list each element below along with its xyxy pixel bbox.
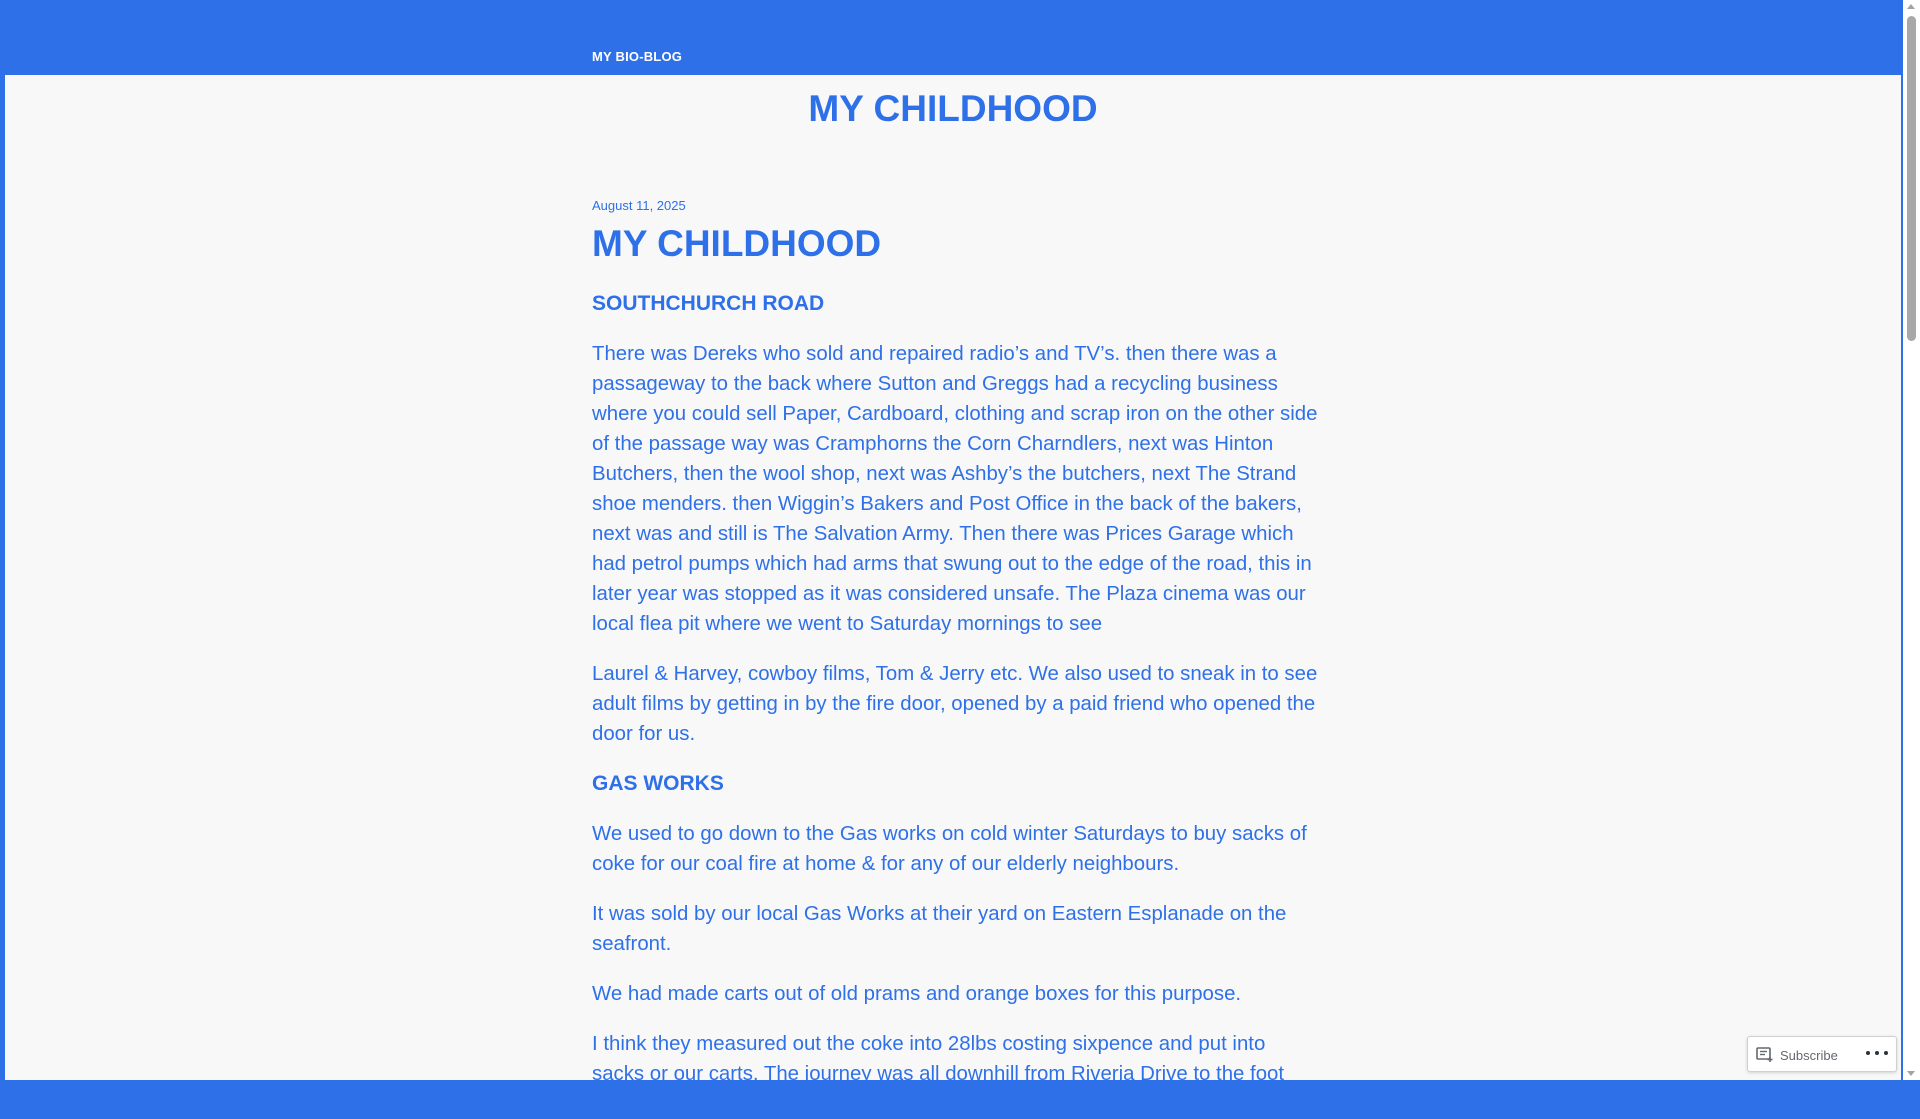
page-content — [5, 75, 1901, 1115]
subscribe-action-bar — [1747, 1036, 1897, 1072]
section-heading-gas-works: GAS WORKS — [592, 772, 724, 795]
subscribe-label: Subscribe — [1780, 1047, 1838, 1063]
paragraph: We used to go down to the Gas works on cold winter Saturdays to buy sacks of coke for our coal fire at home & for any of our elderly neighbours. — [592, 823, 1307, 875]
post-title[interactable]: MY CHILDHOOD — [592, 223, 882, 264]
post-date[interactable]: August 11, 2025 — [592, 198, 686, 213]
subscribe-button[interactable] — [1756, 1046, 1838, 1064]
post — [592, 197, 1322, 1119]
ellipsis-icon — [1866, 1051, 1870, 1055]
scroll-up-arrow-icon[interactable] — [1907, 4, 1915, 9]
scrollbar-thumb[interactable] — [1907, 16, 1916, 341]
paragraph: I think they measured out the coke into 28lbs costing sixpence and put into sacks or our carts. The journey was all downhill from Riveria Drive to the foot bridge — [592, 1033, 1285, 1115]
scroll-down-arrow-icon[interactable] — [1907, 1071, 1915, 1076]
paragraph: Laurel & Harvey, cowboy films, Tom & Jerry etc. We also used to sneak in to see adult films by getting in by the fire door, opened by a paid friend who opened the door for us. — [592, 663, 1318, 745]
paragraph: We had made carts out of old prams and orange boxes for this purpose. — [592, 983, 1242, 1005]
page-title: MY CHILDHOOD — [808, 88, 1098, 129]
site-title[interactable]: MY BIO-BLOG — [592, 49, 683, 64]
paragraph: It was sold by our local Gas Works at their yard on Eastern Esplanade on the seafront. — [592, 903, 1287, 955]
reader-icon — [1756, 1047, 1774, 1063]
paragraph: There was Dereks who sold and repaired radio’s and TV’s. then there was a passageway to the back where Sutton and Greggs had a recycling business where you could sell Paper, Cardboard, clothing and scrap iron on the other side of the passage way was Cramphorns the Corn Charndlers, next was Hinton Butchers, then the wool shop, next was Ashby’s the butchers, next The Strand shoe menders. then Wiggin’s Bakers and Post Office in the back of the bakers, next was and still is The Salvation Army. Then there was Prices Garage which had petrol pumps which had arms that swung out to the edge of the road, this in later year was stopped as it was considered unsafe. The Plaza cinema was our local flea pit where we went to Saturday mornings to see — [592, 343, 1318, 635]
section-heading-southchurch-road: SOUTHCHURCH ROAD — [592, 292, 825, 315]
vertical-scrollbar[interactable] — [1903, 0, 1920, 1080]
more-options-button[interactable] — [1866, 1051, 1888, 1057]
